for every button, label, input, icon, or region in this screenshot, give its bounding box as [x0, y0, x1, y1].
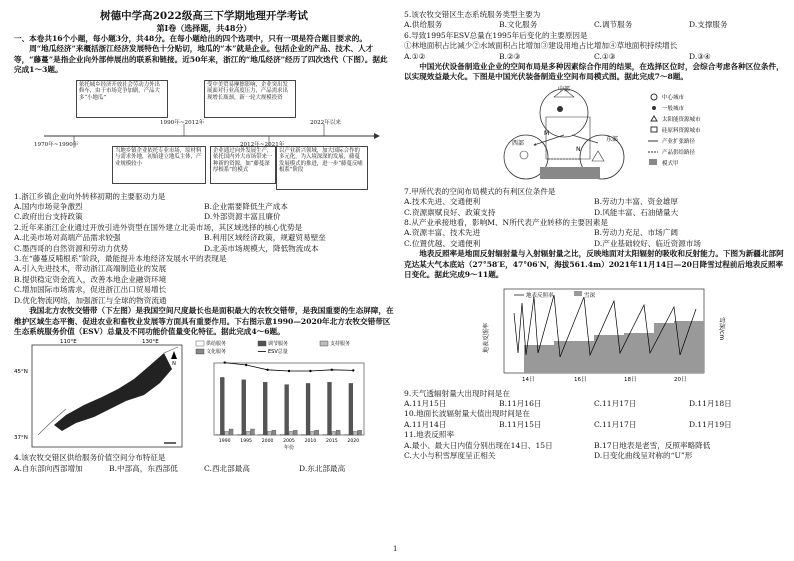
question-2-stem: 2.近年来浙江企业通过开放引进外资型在国外建立北美市场，其区域选择的核心优势是: [14, 222, 303, 232]
esv-bar: [225, 432, 229, 436]
timeline-box-2: 受中美贸易摩擦影响，企业突出发展面对行业高度压力，产品需求出现增长瓶颈，新一轮大规模投资: [204, 80, 296, 118]
esv-total-point: [331, 369, 333, 371]
esv-legend-swatch: [196, 341, 204, 346]
esv-bar: [315, 431, 319, 436]
legend-solar: 太阳能资源城市: [662, 116, 701, 123]
q8-option-c[interactable]: C.位置优越、交通便利: [404, 238, 481, 248]
map-lon-2: 130°E: [142, 339, 159, 346]
esv-bar: [328, 383, 332, 436]
q2-option-d[interactable]: D.北美市场规模大，降低物流成本: [204, 243, 319, 253]
q7-option-b[interactable]: B.劳动力丰富、资金雄厚: [594, 197, 678, 207]
esv-bar: [280, 435, 284, 436]
q6-option-c[interactable]: C.①③: [594, 51, 616, 61]
question-1: [14, 192, 394, 223]
esv-bar: [293, 431, 297, 436]
q7-option-d[interactable]: D.风能丰富、石油储量大: [594, 207, 679, 217]
question-3-stem: 3.在“藤蔓反哺根系”阶段，最能提升本地经济发展水平的表现是: [14, 254, 227, 264]
esv-xtick: 2000: [261, 439, 274, 445]
q4-option-c[interactable]: C.西北部最高: [204, 463, 250, 473]
q9-option-b[interactable]: B.11月16日: [499, 398, 542, 408]
esv-legend-label: 支持服务: [330, 341, 351, 348]
q1-option-b[interactable]: B.企业需要降低生产成本: [204, 202, 288, 212]
q2-option-b[interactable]: B.利用区域经济政策，规避贸易壁垒: [204, 233, 326, 243]
question-6-stem: 6.导致1995年ESV总量在1995年后变化的主要原因是: [404, 30, 588, 40]
esv-bar: [229, 429, 233, 435]
question-6: [404, 31, 784, 62]
esv-legend-swatch: [196, 349, 204, 354]
q9-option-d[interactable]: D.11月18日: [689, 398, 732, 408]
timeline-box-1: 依托城乡经济开放社会劳动力外出修车，由于市场竞争加剧，产品大多“小地瓜”: [76, 80, 168, 118]
q6-option-b[interactable]: B.②③: [499, 51, 521, 61]
esv-total-point: [266, 369, 268, 371]
question-4-stem: 4.该农牧交错区供给服务价值空间分布特征是: [14, 453, 166, 463]
q6-option-a[interactable]: A.①②: [404, 51, 426, 61]
region-central: 中部: [557, 85, 571, 93]
esv-bar: [272, 431, 276, 436]
question-10-stem: 10.地面长波辐射量大值出现时间是在: [404, 409, 530, 419]
right-column: [404, 10, 784, 461]
question-5: [404, 10, 784, 31]
esv-bar: [259, 435, 263, 436]
passage-1: 周“地瓜经济”来概括浙江经济发展特色十分贴切，地瓜的“本”就是企业。包括企业的产品、技术、人才等，“藤蔓”是指企业向外部伸展出的联系和链接。近50年来，浙江的“地瓜经济”经历了四次迭代（下图）。据此完成1～3题。: [14, 44, 388, 75]
region-east: 东部: [606, 135, 619, 143]
q8-option-d[interactable]: D.产业基础较好、临近资源市场: [594, 238, 701, 248]
label-m: M: [544, 129, 550, 137]
question-8-stem: 8.从产业承接地看，影响M、N所代表产业转移的主要因素是: [404, 218, 608, 228]
q3-option-d[interactable]: D.优化物流网络，加强浙江与全球的物资流通: [14, 295, 167, 305]
passage-2: 我国北方农牧交错带（下左图）是我国空间尺度最长也是面积最大的农牧交错带，是我国重要的生态屏障，在维护区域生态平衡、促进农业和畜牧业发展等方面具有重要作用。下右图示意1990—2020年北方农牧交错带区生态系统服务价值（ESV）总量及不同功能价值量变化特征。据此完成4～6题。: [14, 306, 394, 336]
exam-title: 树德中学高2022级高三下学期地理开学考试: [100, 10, 308, 22]
q10-option-a[interactable]: A.11月14日: [404, 419, 447, 429]
esv-bar: [263, 383, 267, 436]
timeline-year-4: 2022年以来: [310, 119, 342, 126]
esv-bar: [251, 429, 255, 435]
esv-bar: [332, 432, 336, 436]
q6-option-d[interactable]: D.③④: [689, 51, 711, 61]
esv-legend-label: 文化服务: [206, 349, 227, 356]
q5-option-c[interactable]: C.调节服务: [594, 20, 633, 30]
q11-option-b[interactable]: B.17日地表是老雪，反照率略降低: [594, 440, 711, 450]
svg-text:N: N: [172, 361, 176, 368]
timeline-box-5: 以产业新兴领域，加大国际合作的多元化，为入境深深的发展，藤蔓发展模式的推进，进一步“藤蔓反哺根系”阶段: [276, 146, 368, 190]
region-map: [14, 339, 184, 451]
page-number: 1: [393, 545, 398, 553]
albedo-figure: [404, 283, 784, 387]
legend-expansion: 产业扩张路径: [662, 138, 696, 145]
esv-bar: [306, 384, 310, 436]
esv-bar: [336, 431, 340, 436]
q1-option-a[interactable]: A.国内市场竞争激烈: [14, 202, 83, 212]
question-5-stem: 5.该农牧交错区生态系统服务类型主要为: [404, 10, 541, 19]
pv-diagram-svg: [494, 85, 744, 185]
esv-bar: [285, 385, 289, 435]
question-11-stem: 11.地表反照率: [404, 430, 455, 440]
esv-bar: [349, 384, 353, 436]
q11-option-a[interactable]: A.最小、最大日内值分别出现在14日、15日: [404, 440, 553, 450]
map-chart-figure: [14, 339, 394, 451]
question-9-stem: 9.天气透辐射量大出现时间是在: [404, 388, 510, 398]
albedo-xtick-2: 16日: [574, 376, 587, 383]
question-9: [404, 389, 784, 410]
esv-bar: [289, 432, 293, 436]
esv-bar: [310, 432, 314, 436]
esv-xlabel: 年份: [283, 445, 295, 452]
map-lon-1: 110°E: [60, 339, 77, 346]
esv-xtick: 2015: [326, 439, 338, 445]
question-11: [404, 430, 784, 461]
question-6-statements: ①林地面积占比减少②水域面积占比增加③建设用地占比增加④草地面积持续增长: [404, 41, 678, 51]
question-1-stem: 1.浙江乡镇企业向外转移初期的主要驱动力是: [14, 191, 166, 201]
q9-option-c[interactable]: C.11月17日: [594, 398, 637, 408]
exam-subtitle: 第Ⅰ卷（选择题，共48分）: [156, 23, 252, 33]
esv-bar: [220, 378, 224, 436]
q7-option-a[interactable]: A.技术先进、交通便利: [404, 197, 481, 207]
esv-bar: [246, 432, 250, 436]
left-column: [14, 10, 394, 474]
legend-silicon: 硅原料资源城市: [662, 127, 701, 134]
q8-option-b[interactable]: B.劳动力充足、市场广阔: [594, 228, 678, 238]
esv-total-line: [225, 363, 354, 371]
albedo-ylabel: 地表反照率: [483, 322, 490, 353]
esv-total-point: [288, 370, 290, 372]
passage-4: 地表反照率是地面反射辐射量与入射辐射量之比，反映地面对太阳辐射的吸收和反射能力。下图为新疆北部阿克达某大气本底站（27°58′E，47°06′N，海拔561.4m）2021年11月14日—20日降雪过程前后地表反照率日变化。据此完成9～11题。: [404, 249, 784, 280]
q7-option-c[interactable]: C.资源禀赋良好、政策支持: [404, 207, 496, 217]
q10-option-d[interactable]: D.11月19日: [689, 419, 732, 429]
timeline-year-2: 1990年~2012年: [160, 119, 205, 126]
esv-legend-swatch: [320, 341, 328, 346]
question-7-stem: 7.甲所代表的空间布局模式的有利区位条件是: [404, 186, 556, 196]
esv-legend-label: 供给服务: [206, 341, 227, 348]
esv-chart: [188, 339, 394, 451]
q5-option-d[interactable]: D.支撑服务: [689, 20, 728, 30]
esv-bar: [345, 435, 349, 436]
q4-option-a[interactable]: A.自东部向西部增加: [14, 463, 83, 473]
timeline-box-3: 当地乡镇企业依托专业市场，原材料与需求外地，初始建立地瓜主体，产业规模较小: [112, 146, 206, 184]
esv-bar: [237, 435, 241, 436]
question-10: [404, 409, 784, 430]
q3-option-c[interactable]: C.增加国际市场需求，促进浙江出口贸易增长: [14, 285, 167, 295]
legend-mode-a: 模式甲: [662, 160, 679, 167]
timeline-box-4: 企业通过向外发展生产，依托国内外大市场带来一种新的资源，如“藤蔓深厚根系”的模式: [210, 146, 276, 184]
q11-option-c[interactable]: C.大小与积雪厚度呈正相关: [404, 450, 496, 460]
esv-bar: [242, 380, 246, 435]
esv-xtick: 1990: [218, 439, 231, 445]
question-8: [404, 218, 784, 249]
timeline-year-1: 1970年~1990年: [34, 141, 79, 148]
section-instruction: 一、本卷共16个小题，每小题3分，共48分。在每小题给出的四个选项中，只有一项是符合题目要求的。: [14, 34, 367, 43]
esv-total-point: [224, 362, 226, 364]
timeline-year-3: 2012年~2021年: [240, 141, 285, 148]
esv-bar: [323, 435, 327, 436]
q3-option-a[interactable]: A.引入先进技术，带动浙江高端制造业的发展: [14, 264, 167, 274]
albedo-xtick-3: 18日: [624, 376, 637, 383]
esv-bar: [358, 431, 362, 436]
q5-option-a[interactable]: A.供给服务: [404, 20, 443, 30]
q4-option-d[interactable]: D.东北部最高: [299, 463, 346, 473]
map-lat-1: 45°N: [14, 369, 28, 376]
esv-legend-label: ESV总量: [268, 349, 288, 356]
legend-center-city: 中心城市: [662, 94, 685, 101]
q10-option-c[interactable]: C.11月17日: [594, 419, 637, 429]
esv-legend-swatch: [258, 341, 266, 346]
question-3: [14, 254, 394, 306]
albedo-legend-albedo: 地表反照率: [526, 292, 554, 299]
q11-option-d[interactable]: D.日变化曲线呈对称的“U”形: [594, 450, 693, 460]
pv-diagram: [404, 85, 784, 185]
timeline-figure: [14, 78, 394, 190]
esv-legend-label: 调节服务: [268, 341, 289, 348]
esv-xtick: 2010: [304, 439, 317, 445]
q4-option-b[interactable]: B.中部高，东西部低: [109, 463, 178, 473]
esv-bar: [353, 432, 357, 436]
q1-option-d[interactable]: D.外部资源丰富且廉价: [204, 212, 281, 222]
albedo-chart: [474, 283, 734, 387]
legend-supply: 产品供给路径: [662, 149, 696, 156]
q8-option-a[interactable]: A.资源丰富、技术先进: [404, 228, 481, 238]
q10-option-b[interactable]: B.11月15日: [499, 419, 542, 429]
esv-plot-frame: [214, 363, 364, 435]
esv-total-point: [352, 370, 354, 372]
q5-option-b[interactable]: B.文化服务: [499, 20, 538, 30]
label-n: N: [576, 145, 581, 153]
esv-total-point: [245, 364, 247, 366]
region-west: 西部: [512, 139, 525, 147]
esv-bar: [216, 435, 220, 436]
esv-bar: [302, 435, 306, 436]
albedo-legend-snow: 雪深: [584, 292, 596, 299]
legend-city: 一般城市: [662, 105, 685, 112]
q3-option-b[interactable]: B.提供稳定资金流入，改善本地企业融资环境: [14, 274, 167, 284]
question-2: [14, 223, 394, 254]
q9-option-a[interactable]: A.11月15日: [404, 398, 447, 408]
esv-xtick: 2005: [283, 439, 295, 445]
esv-bar: [268, 432, 272, 436]
albedo-xtick-4: 20日: [674, 376, 687, 383]
q1-option-c[interactable]: C.政府出台支持政策: [14, 212, 83, 222]
question-4: [14, 453, 394, 474]
albedo-xtick-1: 14日: [522, 376, 535, 383]
passage-3: 中国光伏设备制造业企业的空间布局是多种因素综合作用的结果，在选择区位时，会综合考虑各种区位条件，以实现效益最大化。下图是中国光伏装备制造业空间布局模式图。据此完成7～8题。: [404, 62, 784, 82]
esv-xtick: 2020: [347, 439, 360, 445]
esv-total-point: [309, 370, 311, 372]
q2-option-c[interactable]: C.墨西哥的自然资源和劳动力优势: [14, 243, 129, 253]
question-7: [404, 187, 784, 218]
q2-option-a[interactable]: A.北美市场对高端产品需求较强: [14, 233, 121, 243]
map-lat-2: 37°N: [14, 435, 28, 442]
snow-ylabel: 雪深/cm: [718, 316, 725, 340]
esv-xtick: 1995: [240, 439, 252, 445]
